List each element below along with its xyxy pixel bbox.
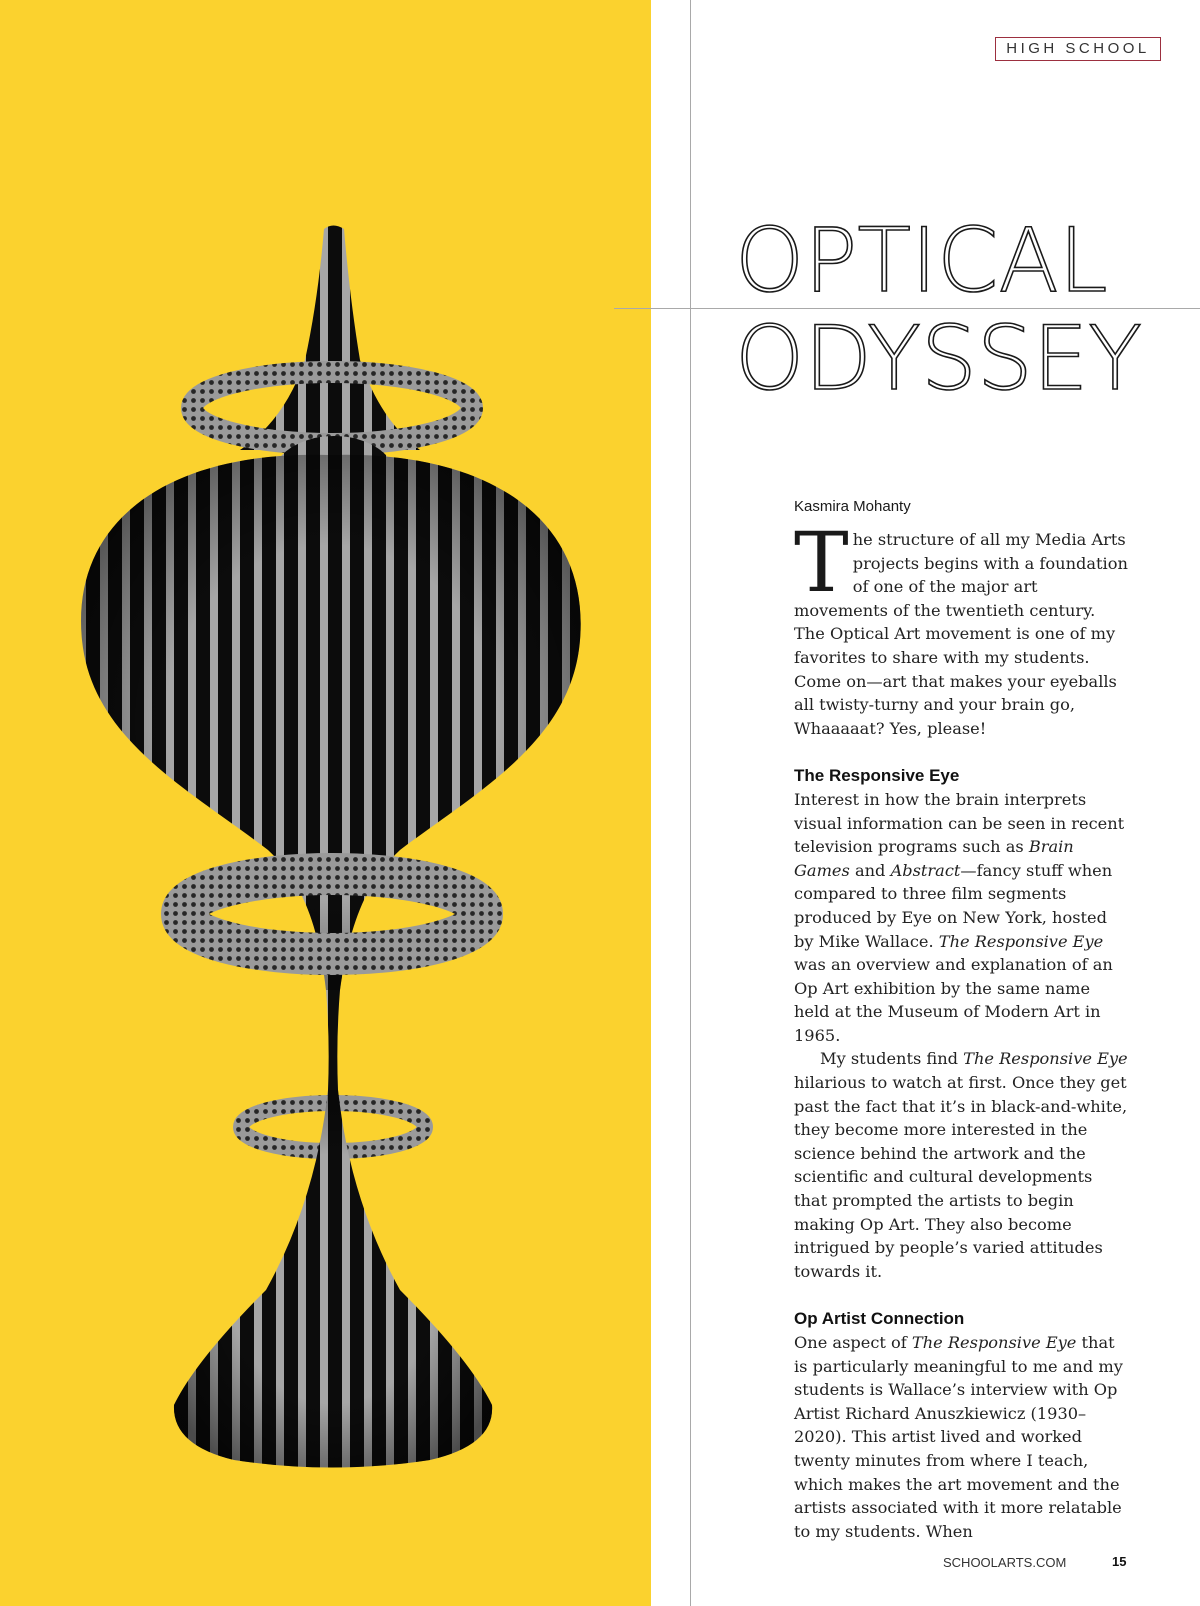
title-line-1: OPTICAL [735, 209, 1108, 312]
text-run: and [849, 860, 891, 880]
subheading-op-artist-connection: Op Artist Connection [794, 1309, 965, 1329]
text-run: —fancy stuff when compared to three film segments produced by Eye on New York, hosted by Mike Wallace. [794, 860, 1113, 951]
intro-text: he structure of all my Media Arts projects begins with a foundation of one of the major art movements of the twentieth century. The Optical Art movement is one of my favorites to share with my students. Come on—art that makes your eyeballs all twisty-turny and your brain go, Whaaaaat? Yes, please! [794, 530, 1128, 738]
italic-title: The Responsive Eye [938, 931, 1104, 951]
article-body [794, 516, 1130, 1543]
italic-title: The Responsive Eye [911, 1333, 1077, 1352]
paragraph [794, 1047, 1130, 1283]
italic-title: Brain Games [794, 837, 1074, 880]
author-byline: Kasmira Mohanty [794, 498, 911, 515]
text-run: My students find [820, 1049, 964, 1069]
text-run: that is particularly meaningful to me and my students is Wallace’s interview with Op Artist Richard Anuszkiewicz (1930–2020). This artist lived and worked twenty minutes from where I teach, which makes the art movement and the artists associated with it more relatable to my students. When [794, 1333, 1123, 1541]
text-run: One aspect of [794, 1333, 912, 1352]
section-tag: HIGH SCHOOL [995, 37, 1161, 61]
drop-cap: T [794, 516, 849, 611]
italic-title: The Responsive Eye [963, 1049, 1128, 1069]
text-run: hilarious to watch at first. Once they get past the fact that it’s in black-and-white, they become more interested in the science behind the artwork and the scientific and cultural developments that prompted the artists to begin making Op Art. They also become intrigued by people’s varied attitudes towards it. [794, 1073, 1128, 1281]
subheading-responsive-eye: The Responsive Eye [794, 766, 960, 786]
paragraph [794, 788, 1130, 1048]
page-number: 15 [1112, 1554, 1127, 1569]
italic-title: Abstract [890, 860, 961, 880]
article-title [735, 209, 1143, 410]
paragraph [794, 1331, 1130, 1543]
title-line-2: ODYSSEY [735, 307, 1143, 410]
text-run: Interest in how the brain interprets visual information can be seen in recent television programs such as [794, 789, 1125, 857]
footer-website: SCHOOLARTS.COM [943, 1555, 1067, 1570]
intro-paragraph [794, 516, 1130, 740]
vertical-rule [690, 0, 691, 1606]
text-run: was an overview and explanation of an Op Art exhibition by the same name held at the Museum of Modern Art in 1965. [794, 955, 1113, 1045]
